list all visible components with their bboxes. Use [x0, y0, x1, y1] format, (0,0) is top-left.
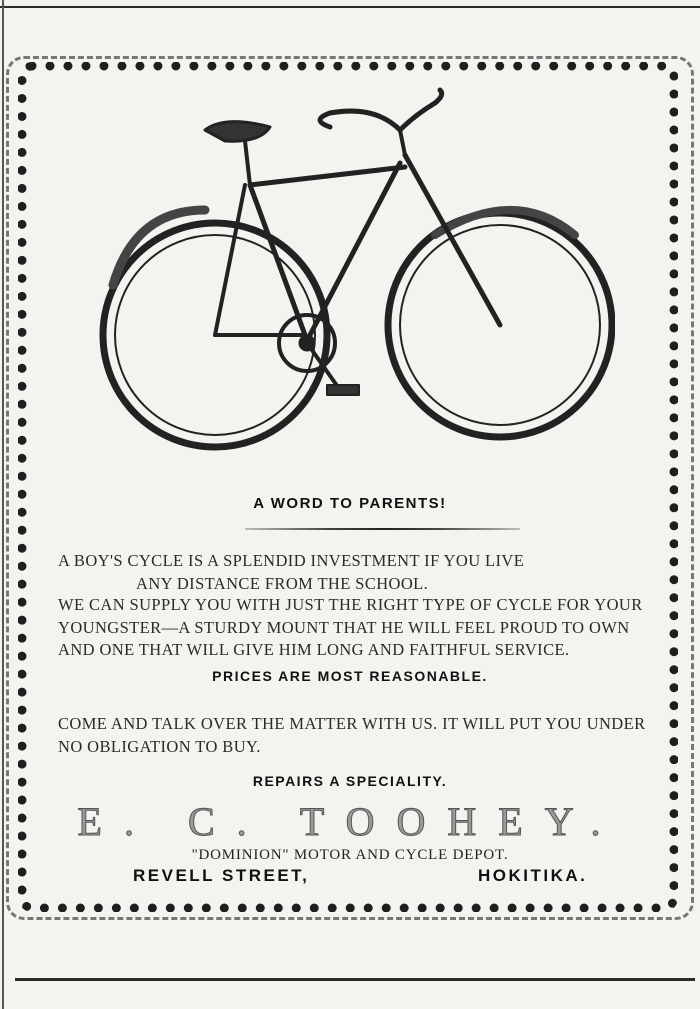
bottom-rule: [15, 978, 695, 981]
supply-paragraph: WE CAN SUPPLY YOU WITH JUST THE RIGHT TYPE OF CYCLE FOR YOUR YOUNGSTER—A STURDY MOUNT THAT HE WILL FEEL PROUD TO OWN AND ONE THAT WILL GIVE HIM LONG AND FAITHFUL SERVICE.: [58, 595, 643, 659]
invitation-paragraph: COME AND TALK OVER THE MATTER WITH US. IT WILL PUT YOU UNDER NO OBLIGATION TO BUY.: [58, 714, 646, 756]
repairs-heading: REPAIRS A SPECIALITY.: [252, 773, 448, 789]
decorative-divider: [245, 528, 520, 530]
top-rule: [0, 6, 700, 8]
headline: A WORD TO PARENTS!: [253, 495, 447, 512]
depot-name: "DOMINION" MOTOR AND CYCLE DEPOT.: [191, 847, 509, 863]
prices-heading: PRICES ARE MOST REASONABLE.: [212, 668, 488, 684]
intro-line-1: A BOY'S CYCLE IS A SPLENDID INVESTMENT IF YOU LIVE: [58, 551, 525, 570]
business-name: E. C. TOOHEY.: [77, 799, 623, 844]
bicycle-illustration: [95, 85, 615, 455]
town-name: HOKITIKA.: [478, 866, 588, 885]
street-address: REVELL STREET,: [133, 866, 310, 885]
intro-paragraph: [58, 550, 658, 595]
intro-line-2: ANY DISTANCE FROM THE SCHOOL.: [136, 573, 429, 593]
